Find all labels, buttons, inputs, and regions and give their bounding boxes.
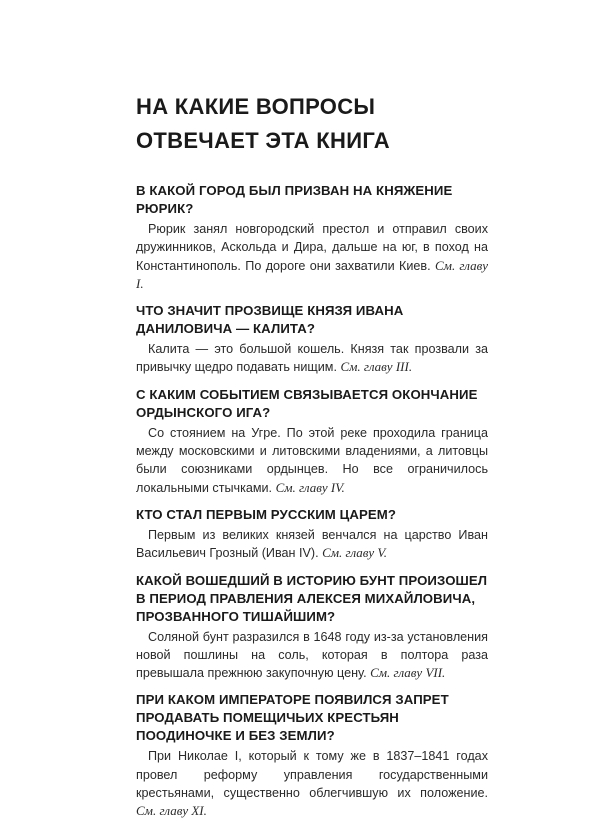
chapter-reference: См. главу XI.	[136, 803, 207, 819]
qa-item	[136, 572, 488, 683]
answer-text	[136, 747, 488, 820]
chapter-reference: См. главу I.	[136, 257, 489, 291]
answer-text	[136, 424, 488, 497]
qa-item	[136, 302, 488, 377]
question-heading: ПРИ КАКОМ ИМПЕРАТОРЕ ПОЯВИЛСЯ ЗАПРЕТ ПРОДАВАТЬ ПОМЕЩИЧЬИХ КРЕСТЬЯН ПООДИНОЧКЕ И БЕЗ ЗЕМЛИ?	[136, 692, 449, 744]
answer-body: Первым из великих князей венчался на царство Иван Васильевич Грозный (Иван IV).	[136, 527, 488, 561]
question-heading: В КАКОЙ ГОРОД БЫЛ ПРИЗВАН НА КНЯЖЕНИЕ РЮРИК?	[136, 183, 453, 216]
chapter-reference: См. главу V.	[322, 545, 387, 561]
chapter-reference: См. главу III.	[340, 359, 413, 375]
answer-text	[136, 220, 488, 293]
answer-body: Рюрик занял новгородский престол и отправил своих дружинников, Аскольда и Дира, дальше на юг, в поход на Константинополь. По дороге они захватили Киев.	[136, 222, 488, 273]
answer-body: При Николае I, который к тому же в 1837–1841 годах провел реформу управления государственными крестьянами, существенно облегчившую их положение.	[136, 749, 488, 801]
page-title-line-1: НА КАКИЕ ВОПРОСЫ	[136, 94, 376, 119]
answer-text	[136, 526, 488, 563]
answer-body: Соляной бунт разразился в 1648 году из-за установления новой пошлины на соль, которая в полтора раза превышала прежнюю закупочную цену.	[136, 629, 488, 681]
question-heading: С КАКИМ СОБЫТИЕМ СВЯЗЫВАЕТСЯ ОКОНЧАНИЕ ОРДЫНСКОГО ИГА?	[136, 386, 478, 420]
answer-body: Со стоянием на Угре. По этой реке проходила граница между московскими и литовскими владениями, а литовцы были союзниками ордынцев. Но все ограничилось локальными стычками.	[136, 425, 488, 495]
qa-item	[136, 691, 488, 820]
answer-body: Калита — это большой кошель. Князя так прозвали за привычку щедро подавать нищим.	[136, 342, 488, 375]
question-heading: КТО СТАЛ ПЕРВЫМ РУССКИМ ЦАРЕМ?	[136, 506, 397, 522]
qa-item	[136, 506, 488, 563]
qa-item	[136, 182, 488, 293]
answer-text	[136, 628, 488, 683]
answer-text	[136, 340, 488, 377]
qa-item	[136, 386, 488, 497]
question-heading: ЧТО ЗНАЧИТ ПРОЗВИЩЕ КНЯЗЯ ИВАНА ДАНИЛОВИЧА — КАЛИТА?	[136, 303, 404, 337]
chapter-reference: См. главу IV.	[275, 479, 345, 495]
qa-list	[136, 182, 488, 830]
question-heading: КАКОЙ ВОШЕДШИЙ В ИСТОРИЮ БУНТ ПРОИЗОШЕЛ В ПЕРИОД ПРАВЛЕНИЯ АЛЕКСЕЯ МИХАЙЛОВИЧА, ПРОЗВАННОГО ТИШАЙШИМ?	[136, 572, 488, 624]
page-title-line-2: ОТВЕЧАЕТ ЭТА КНИГА	[136, 128, 390, 153]
page-title	[136, 90, 390, 158]
chapter-reference: См. главу VII.	[370, 665, 446, 681]
